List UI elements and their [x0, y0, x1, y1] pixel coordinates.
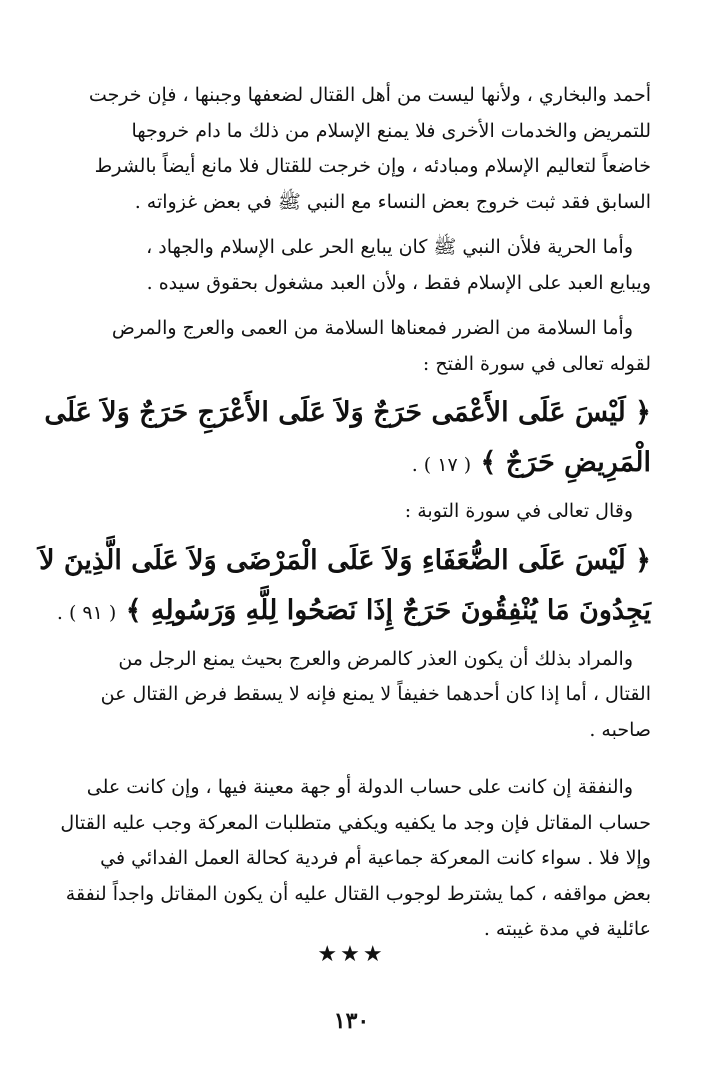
text-line: وأما الحرية فلأن النبي ﷺ كان يبايع الحر على الإسلام والجهاد ، [146, 236, 633, 258]
verse-text: يَجِدُونَ مَا يُنْفِقُونَ حَرَجٌ إِذَا نَصَحُوا لِلَّهِ وَرَسُولِهِ ﴾ [125, 594, 651, 626]
text-line: خاضعاً لتعاليم الإسلام ومبادئه ، وإن خرجت للقتال فلا مانع أيضاً بالشرط [94, 155, 651, 177]
paragraph-freedom [52, 230, 651, 301]
quran-verse-at-tawbah [39, 536, 651, 638]
text-line: بعض مواقفه ، كما يشترط لوجوب القتال عليه أن يكون المقاتل واجداً لنفقة [65, 882, 651, 905]
text-line: صاحبه . [589, 718, 651, 741]
text-line: حساب المقاتل فإن وجد ما يكفيه ويكفي متطلبات المعركة وجب عليه القتال [60, 811, 651, 834]
text-line: القتال ، أما إذا كان أحدهما خفيفاً لا يمنع فإنه لا يسقط فرض القتال عن [100, 683, 651, 705]
text-line: أحمد والبخاري ، ولأنها ليست من أهل القتال لضعفها وجبنها ، فإن خرجت [88, 84, 651, 106]
text-line: ويبايع العبد على الإسلام فقط ، ولأن العبد مشغول بحقوق سيده . [146, 271, 651, 294]
text-line: والمراد بذلك أن يكون العذر كالمرض والعرج بحيث يمنع الرجل من [118, 647, 633, 670]
verse-line: ﴿ لَيْسَ عَلَى الأَعْمَى حَرَجٌ وَلاَ عَلَى الأَعْرَجِ حَرَجٌ وَلاَ عَلَى [44, 397, 651, 428]
text-line: السابق فقد ثبت خروج بعض النساء مع النبي ﷺ في بعض غزواته . [134, 190, 651, 213]
page-number: ١٣٠ [333, 1008, 370, 1034]
text-line: وإلا فلا . سواء كانت المعركة جماعية أم فردية كحالة العمل الفدائي في [100, 847, 651, 869]
text-line: لقوله تعالى في سورة الفتح : [422, 352, 651, 375]
intro-at-tawbah [52, 494, 651, 530]
verse-line [52, 586, 651, 638]
verse-line [52, 438, 651, 490]
page-body [39, 78, 651, 948]
text-line: وقال تعالى في سورة التوبة : [404, 500, 633, 522]
text-line: عائلية في مدة غيبته . [483, 918, 651, 940]
text-line: وأما السلامة من الضرر فمعناها السلامة من العمى والعرج والمرض [111, 317, 633, 339]
paragraph-expenses [52, 770, 651, 948]
text-line: والنفقة إن كانت على حساب الدولة أو جهة معينة فيها ، وإن كانت على [86, 776, 633, 798]
verse-text: الْمَرِيضِ حَرَجٌ ﴾ [480, 447, 651, 478]
quran-verse-al-fath [44, 388, 651, 490]
text-line: للتمريض والخدمات الأخرى فلا يمنع الإسلام من ذلك ما دام خروجها [131, 119, 651, 142]
paragraph-health [52, 311, 651, 382]
verse-reference: ( ٩١ ) . [56, 601, 117, 624]
verse-line: ﴿ لَيْسَ عَلَى الضُّعَفَاءِ وَلاَ عَلَى الْمَرْضَى وَلاَ عَلَى الَّذِينَ لاَ [39, 544, 651, 576]
paragraph-excuse [52, 642, 651, 749]
paragraph-women-participation [52, 78, 651, 220]
verse-reference: ( ١٧ ) . [411, 454, 472, 476]
section-separator: ★★★ [317, 942, 386, 967]
